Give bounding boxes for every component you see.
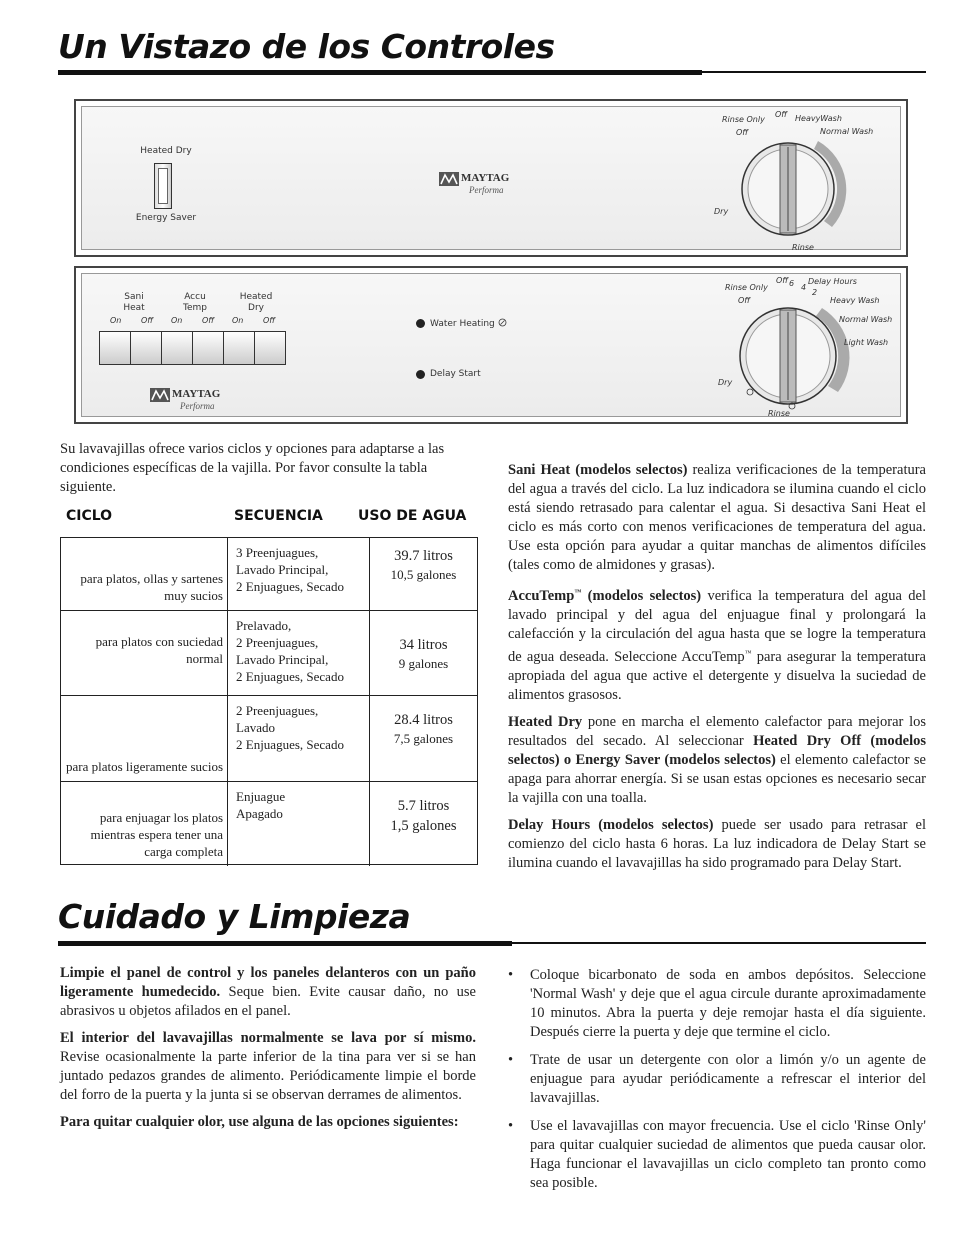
row-sequence: Prelavado, 2 Preenjuagues, Lavado Principal, 2 Enjuagues, Secado xyxy=(228,611,370,695)
dial2-normal-wash: Normal Wash xyxy=(839,315,893,324)
sani-heat-on: On xyxy=(110,316,122,325)
dial1-rinse-only: Rinse Only xyxy=(722,115,765,124)
dial1-off-top: Off xyxy=(775,110,788,119)
care-paragraph-interior: El interior del lavavajillas normalmente se lava por sí mismo. Revise ocasionalmente la parte inferior de la tina para ver si se han juntado pedazos grandes de alimento. Periódicamente limpie el borde del forro de la puerta y la junta si se observan derrames de alimentos. xyxy=(60,1030,476,1103)
delay-hours-paragraph: Delay Hours (modelos selectos) puede ser usado para retrasar el comienzo del ciclo hasta 6 horas. La luz indicadora de Delay Start se ilumina cuando el lavavajillas ha sido programado para Delay Start. xyxy=(508,816,926,871)
delay-start-label: Delay Start xyxy=(430,369,481,379)
care-rule-thin xyxy=(512,942,926,944)
cycle-dial-2[interactable] xyxy=(726,294,856,414)
dial2-delay-hours: Delay Hours xyxy=(808,277,857,286)
dial2-rinse-only: Rinse Only xyxy=(725,283,768,292)
heated-dry-on: On xyxy=(232,316,244,325)
accutemp-paragraph: AccuTemp™ (modelos selectos) verifica la temperatura del agua del lavado principal y del agua del enjuague final y prolongará la calefacción y la circulación del agua hasta que se logre la temperatura de agua deseada. Seleccione AccuTemp™ para asegurar la temperatura apropiada del agua que active el detergente y disuelva la suciedad de alimentos grasosos. xyxy=(508,587,926,703)
accu-temp-off: Off xyxy=(202,316,215,325)
row-description: para enjuagar los platos mientras espera tener una carga completa xyxy=(61,782,228,866)
option-button-row xyxy=(99,331,286,365)
heated-dry-off-button[interactable] xyxy=(255,332,285,364)
table-row xyxy=(61,781,477,866)
row-sequence: 2 Preenjuagues, Lavado 2 Enjuagues, Secado xyxy=(228,696,370,781)
accu-temp-on-button[interactable] xyxy=(162,332,193,364)
row-description: para platos, ollas y sartenes muy sucios xyxy=(61,538,228,610)
heated-dry-off: Off xyxy=(263,316,276,325)
list-item: • Coloque bicarbonato de soda en ambos depósitos. Seleccione 'Normal Wash' y deje que el agua circule durante aproximadamente 10 minutos. Abra la puerta y deje remojar hasta el día siguiente. Después cierre la puerta y deje que termine el ciclo. xyxy=(508,966,926,1042)
energy-saver-label: Energy Saver xyxy=(135,213,197,223)
dial1-heavy-wash: HeavyWash xyxy=(795,114,842,123)
row-water-use: 5.7 litros 1,5 galones xyxy=(390,798,457,834)
table-row xyxy=(61,538,477,610)
row-sequence: Enjuague Apagado xyxy=(228,782,370,866)
row-description: para platos con suciedad normal xyxy=(61,611,228,695)
section-title-controls: Un Vistazo de los Controles xyxy=(58,27,555,66)
options-description xyxy=(508,461,926,881)
list-item: • Trate de usar un detergente con olor a limón y/o un agente de enjuague para ayudar periódicamente a refrescar el interior del lavavajillas. xyxy=(508,1051,926,1108)
water-heating-label: Water Heating xyxy=(430,318,507,330)
sani-heat-off: Off xyxy=(141,316,154,325)
sani-heat-paragraph: Sani Heat (modelos selectos) realiza verificaciones de la temperatura del agua a través del ciclo. La luz indicadora se ilumina cuando el ciclo está siendo retrasado para calentar el agua. Si desactiva Sani Heat el ciclo es más corto con menos verificaciones de temperatura del agua. Use esta opción para ayudar a quitar manchas de alimentos difíciles (tales como de almidones y grasas). xyxy=(508,462,926,573)
sani-heat-label: Sani Heat xyxy=(123,292,145,313)
row-water-use: 28.4 litros 7,5 galones xyxy=(393,712,454,746)
accu-temp-label: Accu Temp xyxy=(183,292,207,313)
heated-dry-label: Heated Dry xyxy=(140,146,192,156)
brand-name: MAYTAG xyxy=(461,172,510,184)
section-title-care: Cuidado y Limpieza xyxy=(58,897,411,936)
dial2-hour-2: 2 xyxy=(812,288,818,297)
dial1-rinse: Rinse xyxy=(792,243,814,252)
maytag-m-icon xyxy=(150,388,170,402)
sani-heat-off-button[interactable] xyxy=(131,332,162,364)
brand-sub: Performa xyxy=(469,185,504,195)
care-paragraph-panel: Limpie el panel de control y los paneles delanteros con un paño ligeramente humedecido. Seque bien. Evite causar daño, no use abrasivos u objetos afilados en el panel. xyxy=(60,965,476,1019)
dial2-off-left: Off xyxy=(738,296,751,305)
care-rule-thick xyxy=(58,941,512,946)
dial2-dry: Dry xyxy=(718,378,733,387)
control-panel-model-2 xyxy=(74,266,908,424)
row-water-use: 34 litros 9 galones xyxy=(398,637,449,671)
dial2-heavy-wash: Heavy Wash xyxy=(830,296,880,305)
heated-dry-opt-label: Heated Dry xyxy=(239,292,273,313)
care-left-column xyxy=(60,964,476,1140)
maytag-logo-2 xyxy=(150,386,240,416)
table-row xyxy=(61,695,477,781)
accu-temp-off-button[interactable] xyxy=(193,332,224,364)
heated-dry-paragraph: Heated Dry pone en marcha el elemento calefactor para mejorar los resultados del secado. Al seleccionar Heated Dry Off (modelos selectos) o Energy Saver (modelos selectos) el elemento calefactor se apaga para ahorrar energía. Si se usan estas opciones es necesario secar la vajilla con una toalla. xyxy=(508,713,926,806)
intro-paragraph: Su lavavajillas ofrece varios ciclos y opciones para adaptarse a las condiciones específicas de la vajilla. Por favor consulte la tabla siguiente. xyxy=(60,441,445,495)
care-right-column xyxy=(508,966,926,1202)
dial1-dry: Dry xyxy=(714,207,729,216)
col-header-ciclo: CICLO xyxy=(66,508,113,524)
water-heating-indicator xyxy=(416,319,425,328)
odor-tips-list xyxy=(508,966,926,1193)
control-panel-model-1 xyxy=(74,99,908,257)
col-header-secuencia: SECUENCIA xyxy=(234,508,323,524)
dial2-hour-4: 4 xyxy=(801,283,807,292)
cycles-table xyxy=(60,537,478,865)
accu-temp-on: On xyxy=(171,316,183,325)
maytag-m-icon xyxy=(439,172,459,186)
row-description: para platos ligeramente sucios xyxy=(61,696,228,781)
title-rule-thick xyxy=(58,70,702,75)
heated-dry-on-button[interactable] xyxy=(224,332,255,364)
row-sequence: 3 Preenjuagues, Lavado Principal, 2 Enjuagues, Secado xyxy=(228,538,370,610)
sani-heat-on-button[interactable] xyxy=(100,332,131,364)
dial2-hour-6: 6 xyxy=(789,279,795,288)
dial1-normal-wash: Normal Wash xyxy=(820,127,874,136)
table-row xyxy=(61,610,477,695)
thermometer-icon xyxy=(498,318,507,327)
col-header-uso-de-agua: USO DE AGUA xyxy=(358,508,467,524)
list-item: • Use el lavavajillas con mayor frecuencia. Use el ciclo 'Rinse Only' para quitar cualquier suciedad de alimentos que pueda causar olor. Haga funcionar el lavavajillas un ciclo completo tan pronto como sea posible. xyxy=(508,1117,926,1193)
heated-dry-rocker-switch[interactable] xyxy=(154,163,172,209)
cycle-dial-1[interactable] xyxy=(728,129,848,249)
brand-sub: Performa xyxy=(180,401,215,411)
title-rule-thin xyxy=(702,71,926,73)
dial1-off-left: Off xyxy=(736,128,749,137)
dial2-light-wash: Light Wash xyxy=(844,338,889,347)
dial2-off-top: Off xyxy=(776,276,789,285)
brand-name: MAYTAG xyxy=(172,388,221,400)
dial2-rinse: Rinse xyxy=(768,409,790,418)
maytag-logo xyxy=(439,170,529,200)
row-water-use: 39.7 litros 10,5 galones xyxy=(390,548,457,582)
care-paragraph-odor: Para quitar cualquier olor, use alguna de las opciones siguientes: xyxy=(60,1114,459,1130)
delay-start-indicator xyxy=(416,370,425,379)
